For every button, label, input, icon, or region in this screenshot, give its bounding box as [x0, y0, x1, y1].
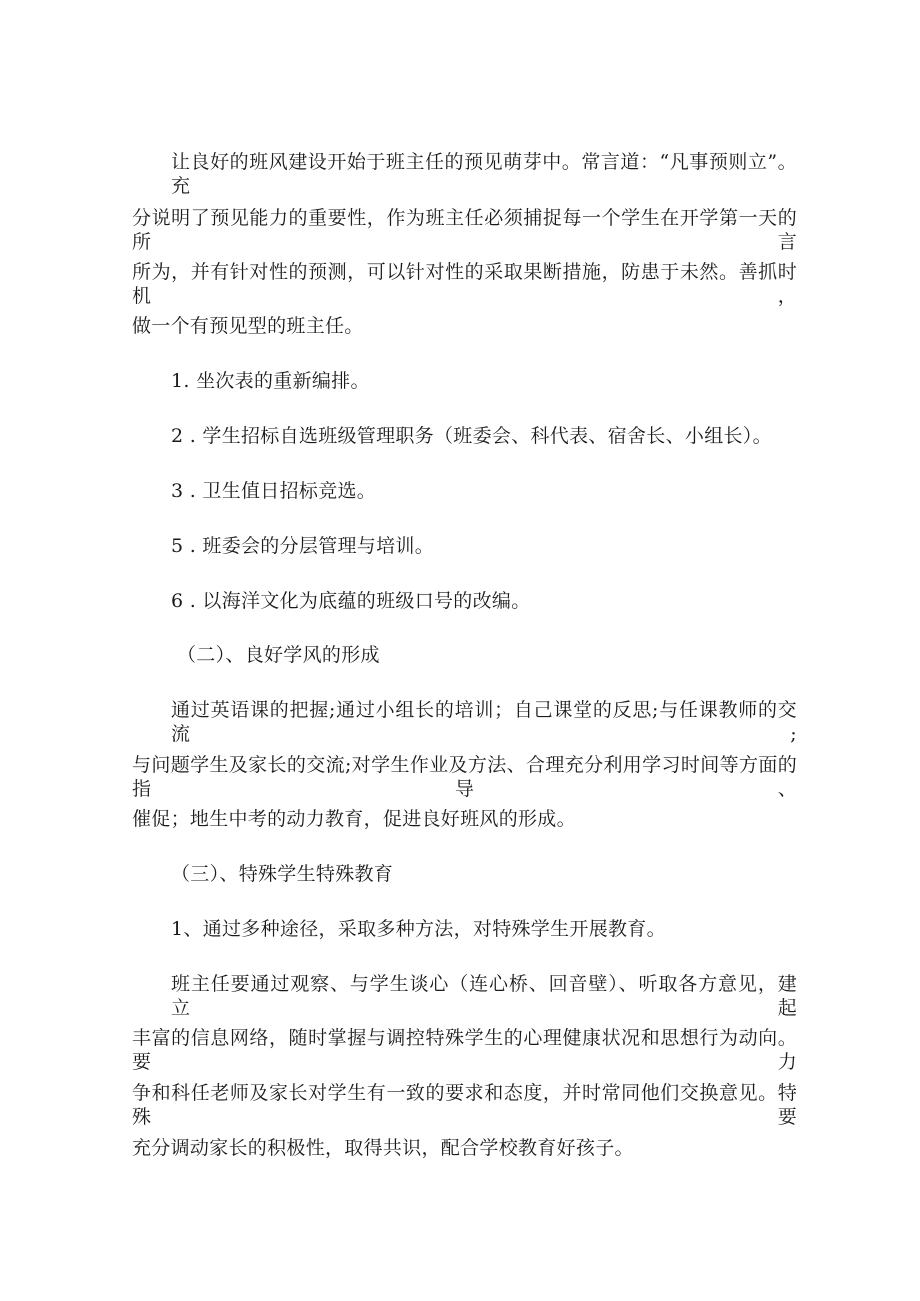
paragraph-1-line-1: 让良好的班风建设开始于班主任的预见萌芽中。常言道：“凡事预则立”。充 — [171, 151, 797, 197]
paragraph-3-line-3: 争和科任老师及家长对学生有一致的要求和态度，并时常同他们交换意见。特殊要 — [132, 1082, 797, 1128]
list-item-5: 5 . 班委会的分层管理与培训。 — [171, 535, 435, 557]
paragraph-1-line-3: 所为，并有针对性的预测，可以针对性的采取果断措施，防患于未然。善抓时机， — [132, 261, 797, 307]
paragraph-2-line-2: 与问题学生及家长的交流;对学生作业及方法、合理充分利用学习时间等方面的指导、 — [132, 754, 797, 800]
paragraph-2-line-3: 催促；地生中考的动力教育，促进良好班风的形成。 — [132, 808, 576, 830]
list-item-3: 3 . 卫生值日招标竞选。 — [171, 480, 377, 502]
section-heading-2: （二）、良好学风的形成 — [177, 644, 380, 666]
section-heading-3: （三）、特殊学生特殊教育 — [171, 863, 394, 885]
list-item-1: 1. 坐次表的重新编排。 — [171, 370, 370, 392]
paragraph-1-line-4: 做一个有预见型的班主任。 — [132, 315, 364, 337]
paragraph-3-line-2: 丰富的信息网络，随时掌握与调控特殊学生的心理健康状况和思想行为动向。要力 — [132, 1027, 797, 1073]
section-3-item-1: 1、通过多种途径，采取多种方法，对特殊学生开展教育。 — [171, 918, 666, 940]
paragraph-3-line-1: 班主任要通过观察、与学生谈心（连心桥、回音壁）、听取各方意见，建立起 — [171, 973, 797, 1019]
paragraph-2-line-1: 通过英语课的把握;通过小组长的培训；自己课堂的反思;与任课教师的交流; — [171, 699, 797, 745]
list-item-2: 2 . 学生招标自选班级管理职务（班委会、科代表、宿舍长、小组长）。 — [171, 425, 772, 447]
paragraph-3-line-4: 充分调动家长的积极性，取得共识，配合学校教育好孩子。 — [132, 1137, 634, 1159]
paragraph-1-line-2: 分说明了预见能力的重要性，作为班主任必须捕捉每一个学生在开学第一天的所言 — [132, 207, 797, 253]
list-item-6: 6 . 以海洋文化为底蕴的班级口号的改编。 — [171, 590, 531, 612]
